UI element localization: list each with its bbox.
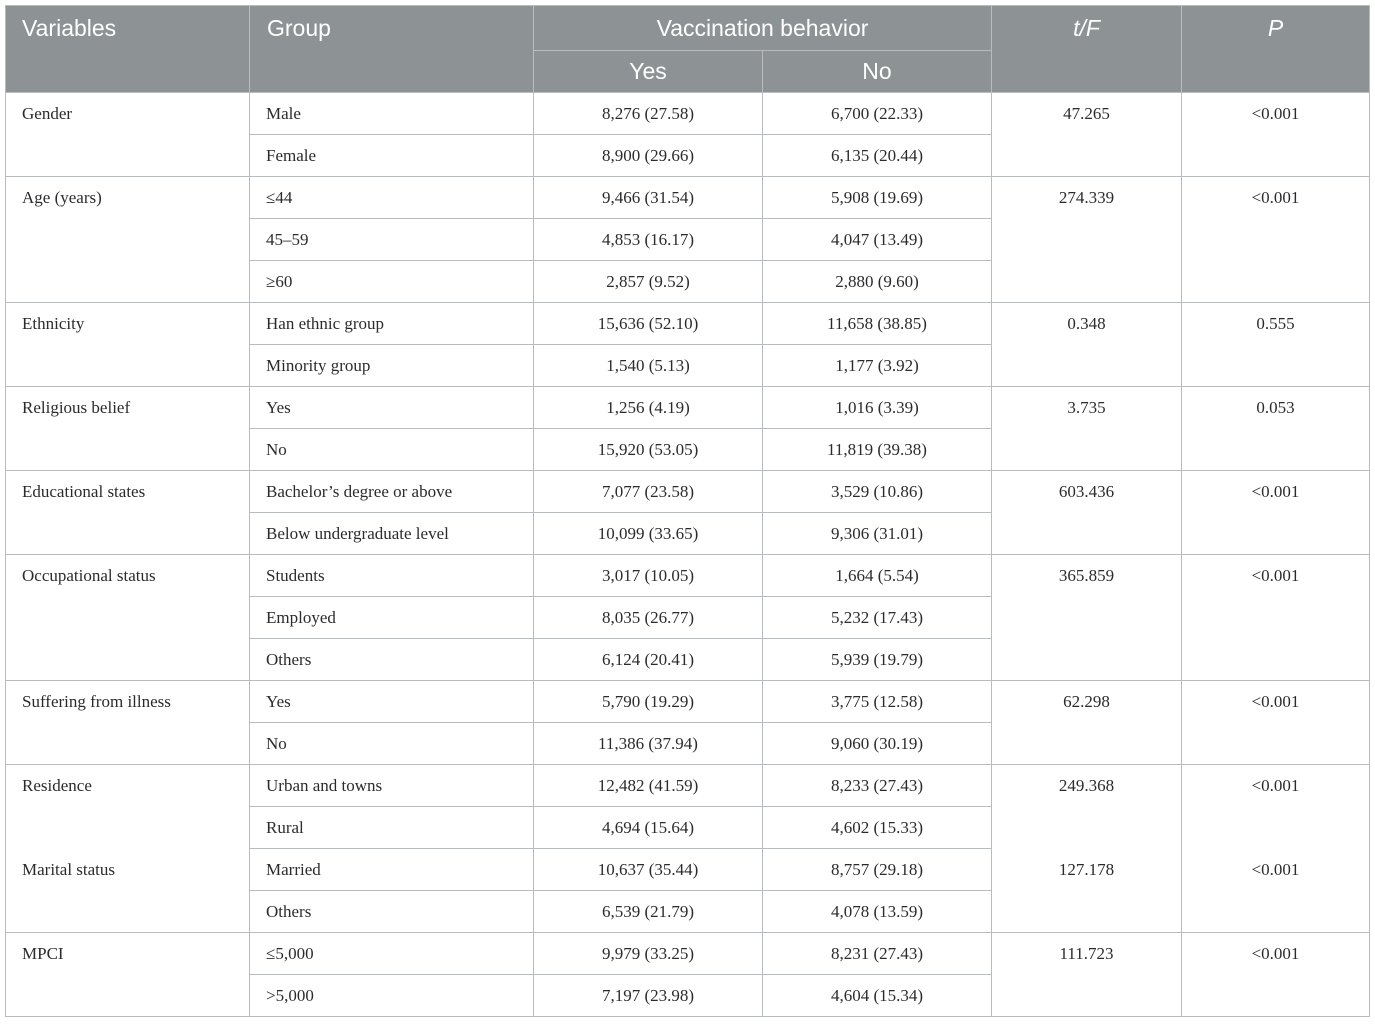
- vaccination-table: [5, 5, 1370, 1017]
- tf-cell: 47.265: [992, 93, 1182, 177]
- yes-cell: 15,920 (53.05): [534, 429, 763, 471]
- variable-cell: Occupational status: [6, 555, 250, 681]
- yes-cell: 5,790 (19.29): [534, 681, 763, 723]
- header-group: Group: [250, 6, 534, 93]
- group-cell: ≤44: [250, 177, 534, 219]
- p-cell: <0.001: [1182, 849, 1370, 933]
- header-yes: Yes: [534, 51, 763, 93]
- no-cell: 11,658 (38.85): [763, 303, 992, 345]
- yes-cell: 10,099 (33.65): [534, 513, 763, 555]
- group-cell: Rural: [250, 807, 534, 849]
- table-row: [6, 765, 1370, 807]
- group-cell: No: [250, 723, 534, 765]
- p-cell: <0.001: [1182, 471, 1370, 555]
- yes-cell: 4,694 (15.64): [534, 807, 763, 849]
- yes-cell: 1,256 (4.19): [534, 387, 763, 429]
- no-cell: 6,700 (22.33): [763, 93, 992, 135]
- table-body: [6, 93, 1370, 1017]
- no-cell: 2,880 (9.60): [763, 261, 992, 303]
- table-row: [6, 933, 1370, 975]
- p-cell: <0.001: [1182, 933, 1370, 1017]
- table-row: [6, 681, 1370, 723]
- group-cell: Others: [250, 639, 534, 681]
- yes-cell: 8,035 (26.77): [534, 597, 763, 639]
- p-cell: <0.001: [1182, 93, 1370, 177]
- yes-cell: 4,853 (16.17): [534, 219, 763, 261]
- no-cell: 4,602 (15.33): [763, 807, 992, 849]
- tf-cell: 127.178: [992, 849, 1182, 933]
- yes-cell: 6,539 (21.79): [534, 891, 763, 933]
- no-cell: 1,177 (3.92): [763, 345, 992, 387]
- table-row: [6, 471, 1370, 513]
- tf-cell: 365.859: [992, 555, 1182, 681]
- no-cell: 1,016 (3.39): [763, 387, 992, 429]
- tf-cell: 111.723: [992, 933, 1182, 1017]
- yes-cell: 1,540 (5.13): [534, 345, 763, 387]
- group-cell: No: [250, 429, 534, 471]
- tf-cell: 603.436: [992, 471, 1182, 555]
- header-tf: t/F: [992, 6, 1182, 93]
- group-cell: Married: [250, 849, 534, 891]
- tf-cell: 3.735: [992, 387, 1182, 471]
- no-cell: 3,775 (12.58): [763, 681, 992, 723]
- no-cell: 6,135 (20.44): [763, 135, 992, 177]
- group-cell: Minority group: [250, 345, 534, 387]
- variable-cell: Suffering from illness: [6, 681, 250, 765]
- variable-cell: Gender: [6, 93, 250, 177]
- group-cell: Others: [250, 891, 534, 933]
- group-cell: 45–59: [250, 219, 534, 261]
- no-cell: 5,939 (19.79): [763, 639, 992, 681]
- p-cell: <0.001: [1182, 177, 1370, 303]
- group-cell: >5,000: [250, 975, 534, 1017]
- yes-cell: 11,386 (37.94): [534, 723, 763, 765]
- tf-cell: 274.339: [992, 177, 1182, 303]
- variable-cell: MPCI: [6, 933, 250, 1017]
- p-cell: <0.001: [1182, 555, 1370, 681]
- yes-cell: 7,197 (23.98): [534, 975, 763, 1017]
- header-no: No: [763, 51, 992, 93]
- yes-cell: 2,857 (9.52): [534, 261, 763, 303]
- group-cell: Below undergraduate level: [250, 513, 534, 555]
- yes-cell: 10,637 (35.44): [534, 849, 763, 891]
- header-variables: Variables: [6, 6, 250, 93]
- no-cell: 8,233 (27.43): [763, 765, 992, 807]
- yes-cell: 8,276 (27.58): [534, 93, 763, 135]
- variable-cell: Marital status: [6, 849, 250, 933]
- group-cell: ≥60: [250, 261, 534, 303]
- no-cell: 4,604 (15.34): [763, 975, 992, 1017]
- group-cell: Yes: [250, 681, 534, 723]
- yes-cell: 9,466 (31.54): [534, 177, 763, 219]
- no-cell: 4,047 (13.49): [763, 219, 992, 261]
- yes-cell: 3,017 (10.05): [534, 555, 763, 597]
- no-cell: 8,757 (29.18): [763, 849, 992, 891]
- yes-cell: 15,636 (52.10): [534, 303, 763, 345]
- no-cell: 5,232 (17.43): [763, 597, 992, 639]
- p-cell: 0.555: [1182, 303, 1370, 387]
- table-header: [6, 6, 1370, 93]
- p-cell: 0.053: [1182, 387, 1370, 471]
- yes-cell: 6,124 (20.41): [534, 639, 763, 681]
- no-cell: 5,908 (19.69): [763, 177, 992, 219]
- group-cell: Male: [250, 93, 534, 135]
- no-cell: 8,231 (27.43): [763, 933, 992, 975]
- no-cell: 9,060 (30.19): [763, 723, 992, 765]
- tf-cell: 0.348: [992, 303, 1182, 387]
- table-row: [6, 387, 1370, 429]
- group-cell: Students: [250, 555, 534, 597]
- yes-cell: 9,979 (33.25): [534, 933, 763, 975]
- group-cell: Urban and towns: [250, 765, 534, 807]
- variable-cell: Age (years): [6, 177, 250, 303]
- variable-cell: Residence: [6, 765, 250, 849]
- tf-cell: 249.368: [992, 765, 1182, 849]
- group-cell: Female: [250, 135, 534, 177]
- variable-cell: Educational states: [6, 471, 250, 555]
- no-cell: 11,819 (39.38): [763, 429, 992, 471]
- no-cell: 1,664 (5.54): [763, 555, 992, 597]
- no-cell: 4,078 (13.59): [763, 891, 992, 933]
- group-cell: Yes: [250, 387, 534, 429]
- yes-cell: 7,077 (23.58): [534, 471, 763, 513]
- yes-cell: 8,900 (29.66): [534, 135, 763, 177]
- group-cell: Bachelor’s degree or above: [250, 471, 534, 513]
- header-p: P: [1182, 6, 1370, 93]
- p-cell: <0.001: [1182, 765, 1370, 849]
- header-vaccination-behavior: Vaccination behavior: [534, 6, 992, 51]
- variable-cell: Religious belief: [6, 387, 250, 471]
- table-row: [6, 849, 1370, 891]
- no-cell: 9,306 (31.01): [763, 513, 992, 555]
- group-cell: Employed: [250, 597, 534, 639]
- table-row: [6, 177, 1370, 219]
- yes-cell: 12,482 (41.59): [534, 765, 763, 807]
- table-row: [6, 555, 1370, 597]
- group-cell: ≤5,000: [250, 933, 534, 975]
- group-cell: Han ethnic group: [250, 303, 534, 345]
- table-row: [6, 93, 1370, 135]
- table-row: [6, 303, 1370, 345]
- variable-cell: Ethnicity: [6, 303, 250, 387]
- no-cell: 3,529 (10.86): [763, 471, 992, 513]
- tf-cell: 62.298: [992, 681, 1182, 765]
- p-cell: <0.001: [1182, 681, 1370, 765]
